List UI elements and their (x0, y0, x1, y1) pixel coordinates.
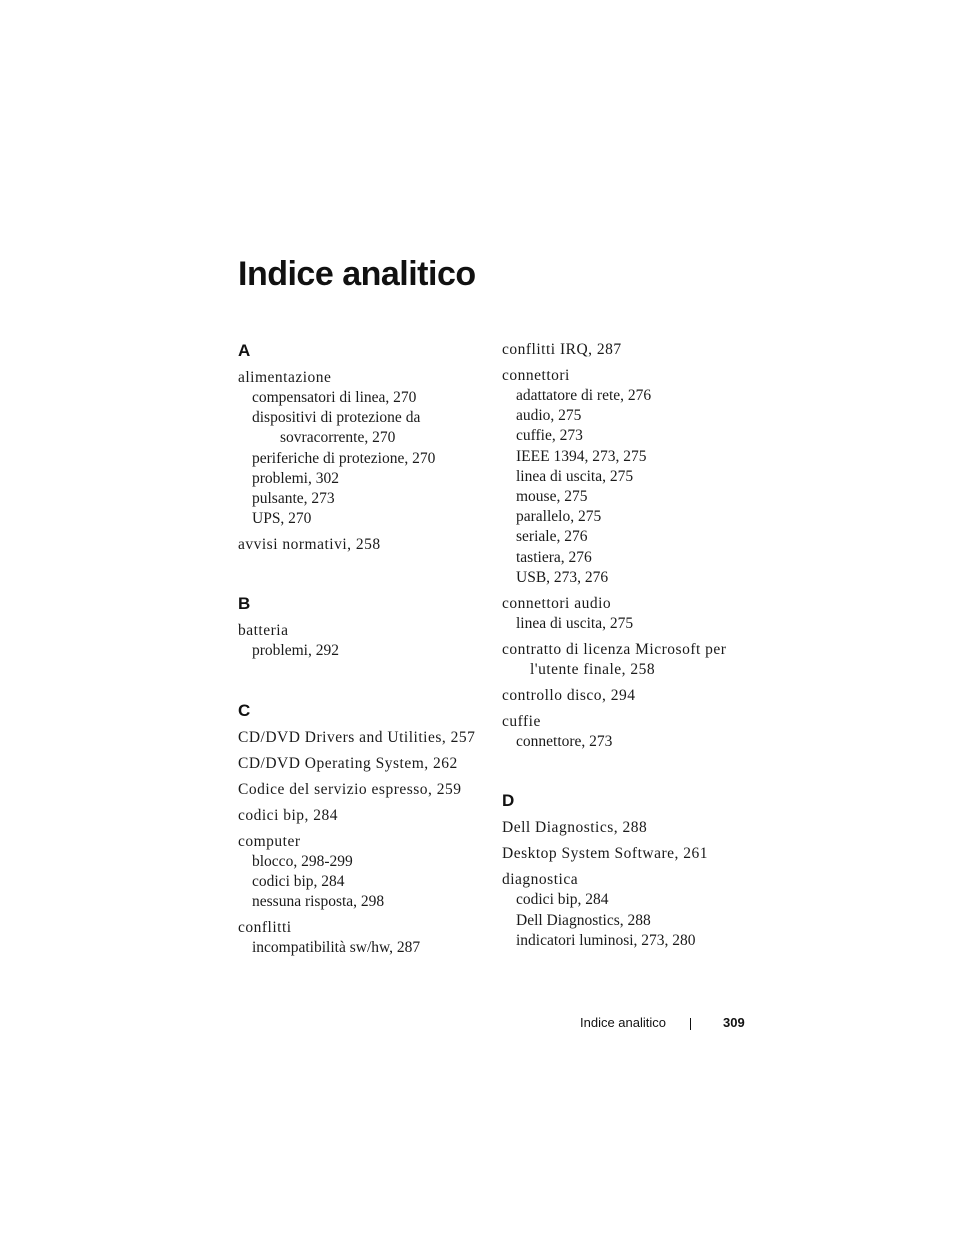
sub-entry: blocco, 298-299 (252, 852, 353, 870)
sub-entry: IEEE 1394, 273, 275 (516, 447, 647, 465)
entry-term: Desktop System Software, 261 (502, 845, 709, 863)
entry-term: conflitti IRQ, 287 (502, 341, 622, 358)
footer-separator (690, 1014, 691, 1031)
section-gap (238, 668, 488, 700)
sub-entry: codici bip, 284 (516, 891, 609, 909)
sub-entry: codici bip, 284 (252, 872, 345, 890)
index-entry (502, 844, 742, 864)
entry-term: alimentazione (238, 369, 332, 386)
sub-entry: problemi, 292 (252, 642, 339, 660)
sub-entry: adattatore di rete, 276 (516, 387, 652, 404)
index-entry (238, 754, 488, 774)
entry-term: conflitti (238, 919, 292, 937)
index-entry (238, 780, 488, 800)
sub-entry-list (238, 388, 488, 529)
sub-entry: audio, 275 (516, 407, 582, 425)
entry-term: controllo disco, 294 (502, 687, 636, 705)
index-entry (502, 686, 742, 706)
index-entry (238, 728, 488, 748)
sub-entry: connettore, 273 (516, 733, 613, 751)
sub-entry: linea di uscita, 275 (516, 467, 634, 485)
sub-entry: dispositivi di protezione da sovracorrente, 270 (252, 409, 421, 447)
section-gap (238, 561, 488, 593)
section-letter: D (502, 791, 515, 811)
sub-entry-list (502, 386, 742, 588)
sub-entry: problemi, 302 (252, 469, 339, 487)
footer-section-label: Indice analitico (580, 1015, 666, 1030)
sub-entry: USB, 273, 276 (516, 568, 609, 586)
index-section (502, 340, 742, 752)
index-section (502, 790, 742, 951)
index-entry (238, 621, 488, 661)
entry-term: codici bip, 284 (238, 806, 339, 824)
index-entry (502, 818, 742, 838)
entry-term: cuffie (502, 713, 541, 731)
index-column-left (238, 340, 488, 964)
sub-entry-list (238, 852, 488, 913)
section-letter: B (238, 594, 251, 614)
entry-term: Codice del servizio espresso, 259 (238, 780, 462, 798)
page-number: 309 (723, 1015, 745, 1030)
entry-term: CD/DVD Operating System, 262 (238, 754, 458, 772)
sub-entry-list (502, 890, 742, 951)
sub-entry: incompatibilità sw/hw, 287 (252, 939, 421, 957)
index-entry (502, 870, 742, 951)
sub-entry-list (502, 732, 742, 752)
sub-entry-list (502, 614, 742, 634)
index-entry (502, 640, 742, 680)
sub-entry: Dell Diagnostics, 288 (516, 911, 651, 929)
section-gap (502, 758, 742, 790)
sub-entry: cuffie, 273 (516, 427, 583, 445)
sub-entry-list (238, 938, 488, 958)
index-entry (238, 918, 488, 958)
entry-term: diagnostica (502, 871, 579, 889)
index-column-right (502, 340, 742, 957)
sub-entry-list (238, 641, 488, 661)
entry-term: CD/DVD Drivers and Utilities, 257 (238, 728, 476, 746)
index-entry (238, 535, 488, 555)
sub-entry: pulsante, 273 (252, 490, 335, 508)
index-entry (238, 806, 488, 826)
sub-entry: parallelo, 275 (516, 508, 602, 526)
index-entry (502, 712, 742, 752)
sub-entry: seriale, 276 (516, 528, 588, 546)
section-letter: A (238, 341, 251, 360)
sub-entry: tastiera, 276 (516, 548, 592, 566)
index-section (238, 593, 488, 661)
sub-entry: UPS, 270 (252, 510, 312, 528)
sub-entry: compensatori di linea, 270 (252, 389, 417, 406)
entry-term: batteria (238, 622, 289, 640)
section-letter: C (238, 700, 251, 720)
entry-term: connettori (502, 367, 570, 384)
index-entry (238, 368, 488, 529)
page-title: Indice analitico (238, 255, 476, 293)
sub-entry: periferiche di protezione, 270 (252, 449, 436, 467)
entry-term: contratto di licenza Microsoft per l'utente finale, 258 (502, 641, 727, 679)
sub-entry: indicatori luminosi, 273, 280 (516, 931, 696, 949)
index-section (238, 700, 488, 959)
sub-entry: nessuna risposta, 298 (252, 893, 385, 911)
entry-term: computer (238, 832, 301, 850)
page-footer (580, 1015, 750, 1035)
entry-term: avvisi normativi, 258 (238, 536, 381, 554)
entry-term: Dell Diagnostics, 288 (502, 819, 648, 837)
index-entry (502, 594, 742, 634)
index-section (238, 340, 488, 555)
sub-entry: mouse, 275 (516, 488, 588, 506)
index-entry (502, 366, 742, 588)
index-entry (502, 340, 742, 360)
index-entry (238, 832, 488, 913)
entry-term: connettori audio (502, 595, 612, 613)
sub-entry: linea di uscita, 275 (516, 615, 634, 633)
